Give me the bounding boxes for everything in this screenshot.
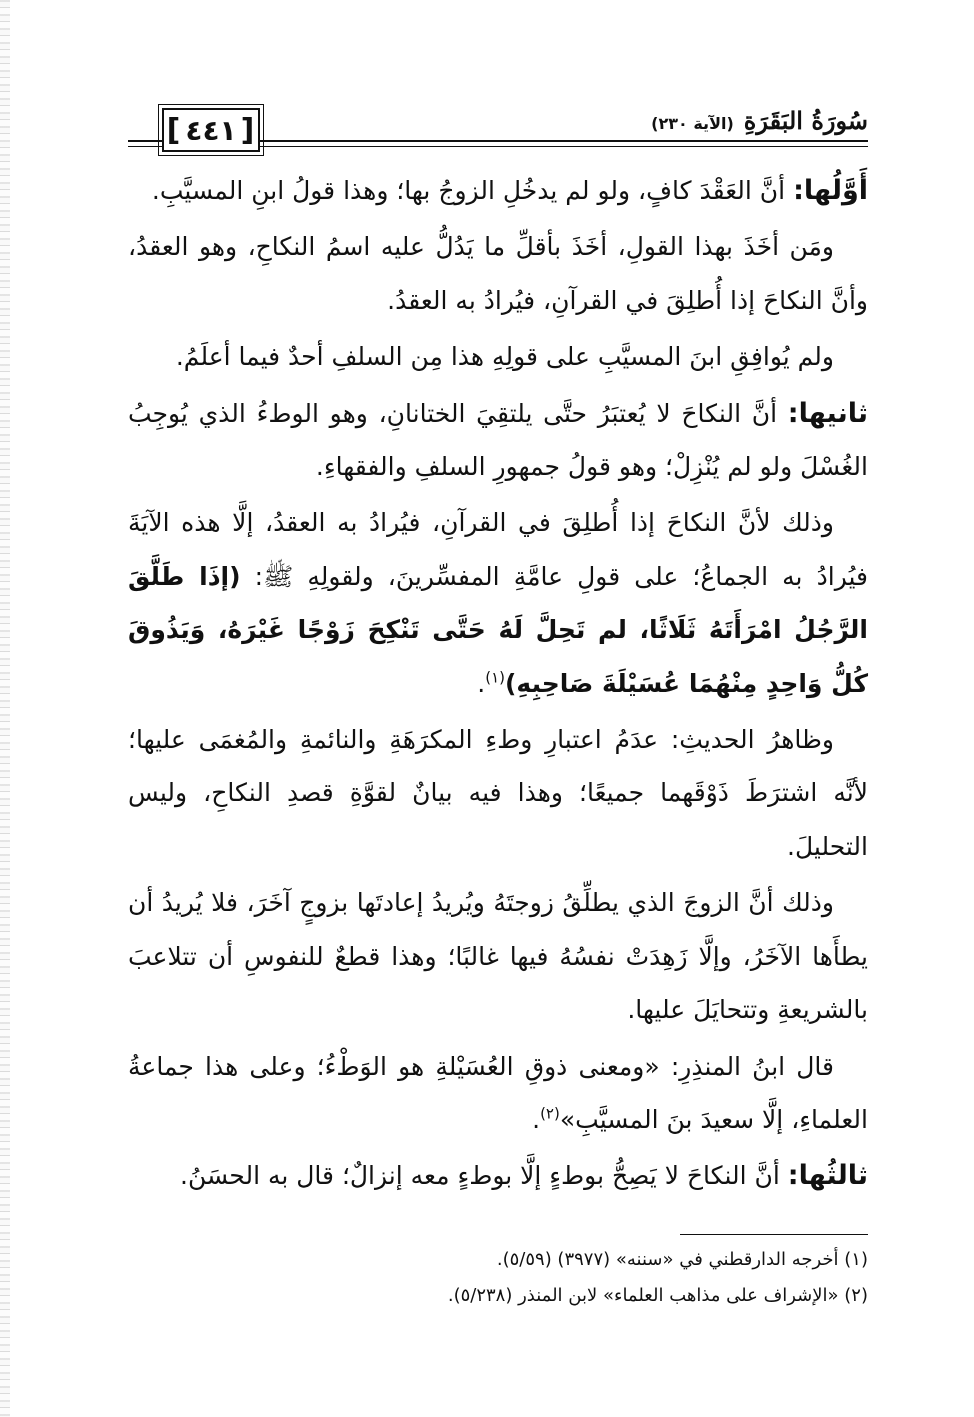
footnote-marker[interactable]: (١) [485,668,505,687]
ayah-reference: (الآية ٢٣٠) [651,114,734,133]
page-number-box: [ ٤٤١ ] [162,108,260,152]
paragraph-first-opinion: أَوَّلُها: أنَّ العَقْدَ كافٍ، ولو لم يدخُلِ الزوجُ بها؛ وهذا قولُ ابنِ المسيَّبِ. [151,175,868,206]
footnotes [128,1242,868,1314]
page-number: ٤٤١ [185,113,237,147]
footnote-marker[interactable]: (٢) [540,1104,560,1123]
footnote-2: (٢) «الإشراف على مذاهب العلماء» لابن المنذر (٥/٢٣٨). [447,1285,868,1306]
paragraph-second-opinion: ثانيها: أنَّ النكاحَ لا يُعتبَرُ حتَّى يلتقِيَ الختانانِ، وهو الوطءُ الذي يُوجِبُ الغُسْلَ ولو لم يُنْزِلْ؛ وهو قولُ جمهورِ السلفِ والفقهاءِ. [128,397,868,482]
paragraph: ومَن أخَذَ بهذا القولِ، أخَذَ بأقلِّ ما يَدُلُّ عليه اسمُ النكاحِ، وهو العقدُ، وأنَّ النكاحَ إذا أُطلِقَ في القرآنِ، فيُرادُ به العقدُ. [128,232,868,315]
footnote-separator [680,1234,868,1235]
paragraph-third-opinion: ثالثُها: أنَّ النكاحَ لا يَصِحُّ بوطءٍ إلَّا بوطءٍ معه إنزالٌ؛ قال به الحسَنُ. [180,1160,868,1192]
opinion-heading: ثانيها: [787,397,868,429]
page-header [128,102,868,158]
scan-edge-artifact [0,0,10,1417]
opinion-heading: ثالثُها: [787,1160,868,1192]
footnote-1: (١) أخرجه الدارقطني في «سننه» (٣٩٧٧) (٥/٥٩). [496,1249,868,1270]
paragraph: وظاهرُ الحديثِ: عدَمُ اعتبارِ وطءِ المكرَهَةِ والنائمةِ والمُغمَى عليها؛ لأنَّه اشترَطَ ذَوْقَهما جميعًا؛ وهذا فيه بيانٌ لقوَّةِ قصدِ النكاحِ، وليس التحليلَ. [128,725,868,861]
paragraph: ولم يُوافِقِ ابنَ المسيَّبِ على قولِهِ هذا مِن السلفِ أحدٌ فيما أعلَمُ. [175,342,834,372]
main-text [128,164,868,1206]
hadith-quote: (إذَا طَلَّقَ الرَّجُلُ امْرَأَتَهُ ثَلَاثًا، لم تَحِلَّ لَهُ حَتَّى تَنْكِحَ زَوْجًا غَيْرَهُ، وَيَذُوقَ كُلُّ وَاحِدٍ مِنْهُمَا عُسَيْلَةَ صَاحِبِهِ) [128,561,868,698]
paragraph-quote: قال ابنُ المنذِرِ: «ومعنى ذوقِ العُسَيْلةِ هو الوَطْءُ؛ وعلى هذا جماعةُ العلماءِ، إلَّا سعيدَ بنَ المسيَّبِ»$^{(٢)}$. [128,1051,868,1134]
surah-title: سُورَةُ البَقَرَةِ [743,106,868,135]
opinion-heading: أَوَّلُها: [793,175,868,206]
paragraph-hadith: وذلك لأنَّ النكاحَ إذا أُطلِقَ في القرآنِ، فيُرادُ به العقدُ، إلَّا هذه الآيَةَ فيُرادُ به الجماعُ؛ على قولِ عامَّةِ المفسِّرينَ، ولقولِهِ ﷺ: (إذَا طَلَّقَ الرَّجُلُ امْرَأَتَهُ ثَلَاثًا، لم تَحِلَّ لَهُ حَتَّى تَنْكِحَ زَوْجًا غَيْرَهُ، وَيَذُوقَ كُلُّ وَاحِدٍ مِنْهُمَا عُسَيْلَةَ صَاحِبِهِ)$^{(١)}$. [128,508,868,698]
paragraph: وذلك أنَّ الزوجَ الذي يطلِّقُ زوجتَهُ ويُريدُ إعادتَها بزوجٍ آخَرَ، فلا يُريدُ أن يطأَها الآخَرُ، وإلَّا زَهِدَتْ نفسُهُ فيها غالبًا؛ وهذا قطعٌ للنفوسِ أن تتلاعبَ بالشريعةِ وتتحايَلَ عليها. [128,888,868,1025]
running-title [641,106,868,138]
